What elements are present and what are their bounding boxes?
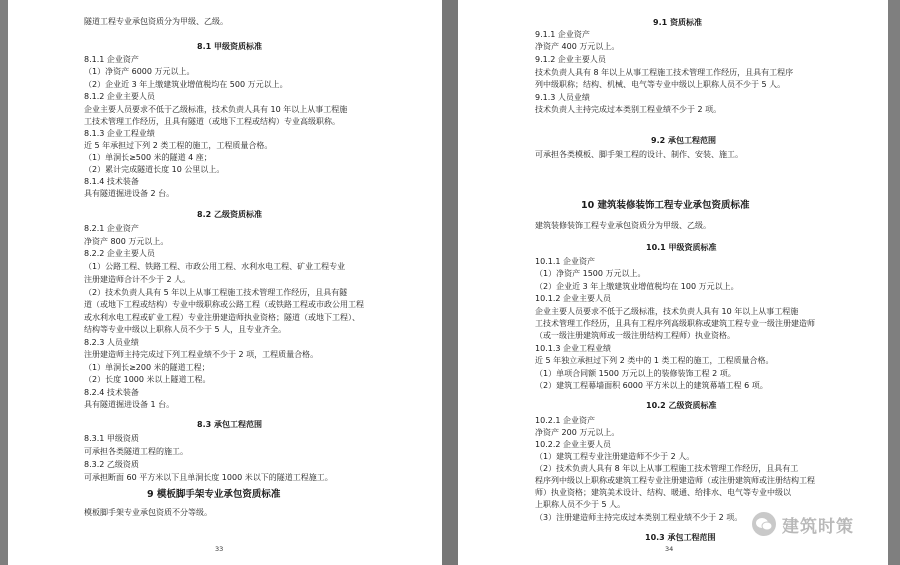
text-line: 工技术管理工作经历，且具有工程序列高级职称或建筑工程专业一级注册建造师 — [535, 319, 815, 328]
page-number: 34 — [665, 545, 674, 553]
text-line: 隧道工程专业承包资质分为甲级、乙级。 — [84, 17, 228, 26]
text-line: 道（或地下工程或结构）专业中级职称或公路工程（或铁路工程或市政公用工程 — [84, 300, 364, 309]
text-line: 8.3.1 甲级资质 — [84, 434, 139, 443]
text-line: （2）技术负责人具有 5 年以上从事工程施工技术管理工作经历，且具有隧 — [84, 288, 348, 297]
text-line: 8.2.2 企业主要人员 — [84, 249, 155, 258]
section-heading: 8.3 承包工程范围 — [197, 420, 262, 429]
text-line: 净资产 400 万元以上。 — [535, 42, 620, 51]
text-line: 8.1.1 企业资产 — [84, 55, 139, 64]
section-heading: 10.3 承包工程范围 — [645, 533, 716, 542]
text-line: 上职称人员不少于 5 人。 — [535, 500, 626, 509]
text-line: 注册建造师合计不少于 2 人。 — [84, 275, 191, 284]
section-heading: 9.2 承包工程范围 — [651, 136, 716, 145]
text-line: 企业主要人员要求不低于乙级标准，技术负责人具有 10 年以上从事工程施 — [84, 105, 348, 114]
text-line: 9.1.3 人员业绩 — [535, 93, 590, 102]
text-line: 可承担各类模板、脚手架工程的设计、制作、安装、施工。 — [535, 150, 743, 159]
text-line: 企业主要人员要求不低于乙级标准，技术负责人具有 10 年以上从事工程施 — [535, 307, 799, 316]
text-line: 9.1.2 企业主要人员 — [535, 55, 606, 64]
text-line: 8.1.2 企业主要人员 — [84, 92, 155, 101]
text-line: 8.1.3 企业工程业绩 — [84, 129, 155, 138]
text-line: 近 5 年承担过下列 2 类工程的施工，工程质量合格。 — [84, 141, 273, 150]
text-line: 结构等专业中级以上职称人员不少于 5 人，且专业齐全。 — [84, 325, 287, 334]
text-line: （1）单项合同额 1500 万元以上的装修装饰工程 2 项。 — [535, 369, 736, 378]
section-heading: 8.1 甲级资质标准 — [197, 42, 262, 51]
text-line: 10.1.2 企业主要人员 — [535, 294, 611, 303]
text-line: 8.2.1 企业资产 — [84, 224, 139, 233]
text-line: （1）净资产 6000 万元以上。 — [84, 67, 195, 76]
section-heading: 10.1 甲级资质标准 — [646, 243, 717, 252]
text-line: 净资产 200 万元以上。 — [535, 428, 620, 437]
text-line: 8.2.3 人员业绩 — [84, 338, 139, 347]
text-line: （2）长度 1000 米以上隧道工程。 — [84, 375, 211, 384]
text-line: （2）企业近 3 年上缴建筑业增值税均在 500 万元以上。 — [84, 80, 288, 89]
text-line: 建筑装修装饰工程专业承包资质分为甲级、乙级。 — [535, 221, 711, 230]
text-line: 8.1.4 技术装备 — [84, 177, 139, 186]
chapter-heading: 9 模板脚手架专业承包资质标准 — [147, 489, 281, 500]
text-line: 8.2.4 技术装备 — [84, 388, 139, 397]
text-line: （1）净资产 1500 万元以上。 — [535, 269, 646, 278]
text-line: 列中级职称；结构、机械、电气等专业中级以上职称人员不少于 5 人。 — [535, 80, 786, 89]
text-line: （1）建筑工程专业注册建造师不少于 2 人。 — [535, 452, 695, 461]
text-line: 近 5 年独立承担过下列 2 类中的 1 类工程的施工，工程质量合格。 — [535, 356, 774, 365]
text-line: （2）企业近 3 年上缴建筑业增值税均在 100 万元以上。 — [535, 282, 739, 291]
text-line: 10.1.1 企业资产 — [535, 257, 595, 266]
section-heading: 9.1 资质标准 — [653, 18, 702, 27]
text-line: （2）技术负责人具有 8 年以上从事工程施工技术管理工作经历，且具有工 — [535, 464, 799, 473]
wechat-logo-icon — [752, 512, 776, 536]
chapter-heading: 10 建筑装修装饰工程专业承包资质标准 — [581, 200, 750, 211]
text-line: 技术负责人主持完成过本类别工程业绩不少于 2 项。 — [535, 105, 722, 114]
text-line: 技术负责人具有 8 年以上从事工程施工技术管理工作经历，且具有工程序 — [535, 68, 794, 77]
text-line: 或水利水电工程或矿业工程）专业注册建造师执业资格；隧道（或地下工程）、 — [84, 313, 360, 322]
page-number: 33 — [215, 545, 224, 553]
watermark-text: 建筑时策 — [782, 517, 854, 537]
text-line: 模板脚手架专业承包资质不分等级。 — [84, 508, 212, 517]
text-line: （或一级注册建筑师或一级注册结构工程师）执业资格。 — [535, 331, 735, 340]
text-line: 工技术管理工作经历，且具有隧道（或地下工程或结构）专业高级职称。 — [84, 117, 340, 126]
section-heading: 10.2 乙级资质标准 — [646, 401, 717, 410]
text-line: 10.2.2 企业主要人员 — [535, 440, 611, 449]
text-line: （2）建筑工程幕墙面积 6000 平方米以上的建筑幕墙工程 6 项。 — [535, 381, 768, 390]
text-line: 8.3.2 乙级资质 — [84, 460, 139, 469]
text-line: 9.1.1 企业资产 — [535, 30, 590, 39]
page-gutter — [442, 0, 458, 565]
text-line: （1）公路工程、铁路工程、市政公用工程、水利水电工程、矿业工程专业 — [84, 262, 346, 271]
text-line: （1）单洞长≥200 米的隧道工程； — [84, 363, 210, 372]
text-line: 师）执业资格；建筑美术设计、结构、暖通、给排水、电气等专业中级以 — [535, 488, 791, 497]
page-34 — [458, 0, 888, 565]
text-line: 注册建造师主持完成过下列工程业绩不少于 2 项，工程质量合格。 — [84, 350, 319, 359]
text-line: 具有隧道掘进设备 2 台。 — [84, 189, 175, 198]
text-line: 10.1.3 企业工程业绩 — [535, 344, 611, 353]
page-33 — [8, 0, 442, 565]
text-line: 可承担断面 60 平方米以下且单洞长度 1000 米以下的隧道工程施工。 — [84, 473, 333, 482]
section-heading: 8.2 乙级资质标准 — [197, 210, 262, 219]
text-line: （3）注册建造师主持完成过本类别工程业绩不少于 2 项。 — [535, 513, 743, 522]
text-line: 10.2.1 企业资产 — [535, 416, 595, 425]
watermark — [752, 509, 872, 539]
text-line: 净资产 800 万元以上。 — [84, 237, 169, 246]
text-line: 程序列中级以上职称或建筑工程专业注册建造师（或注册建筑师或注册结构工程 — [535, 476, 815, 485]
text-line: （1）单洞长≥500 米的隧道 4 座； — [84, 153, 212, 162]
text-line: 具有隧道掘进设备 1 台。 — [84, 400, 175, 409]
text-line: （2）累计完成隧道长度 10 公里以上。 — [84, 165, 225, 174]
text-line: 可承担各类隧道工程的施工。 — [84, 447, 188, 456]
